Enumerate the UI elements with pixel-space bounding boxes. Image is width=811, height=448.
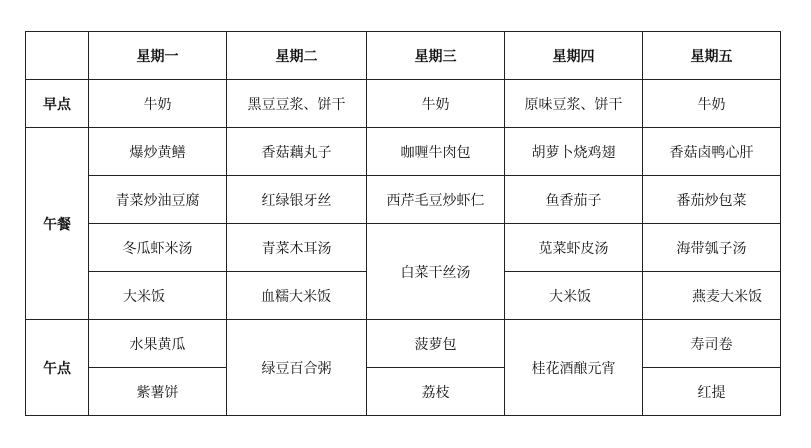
corner-cell [26,32,89,80]
breakfast-tue: 黑豆豆浆、饼干 [227,80,367,128]
breakfast-thu: 原味豆浆、饼干 [505,80,643,128]
lunch-tue-1: 香菇藕丸子 [227,128,367,176]
snack-fri-2: 红提 [643,368,781,416]
menu-table-container [25,31,781,416]
breakfast-mon: 牛奶 [89,80,227,128]
snack-row-1 [26,320,781,368]
day-header-wed: 星期三 [367,32,505,80]
snack-row-2 [26,368,781,416]
lunch-fri-1: 香菇卤鸭心肝 [643,128,781,176]
snack-wed-1: 菠萝包 [367,320,505,368]
lunch-wed-1: 咖喱牛肉包 [367,128,505,176]
snack-wed-2: 荔枝 [367,368,505,416]
lunch-thu-3: 苋菜虾皮汤 [505,224,643,272]
lunch-thu-1: 胡萝卜烧鸡翅 [505,128,643,176]
lunch-mon-3: 冬瓜虾米汤 [89,224,227,272]
snack-mon-2: 紫薯饼 [89,368,227,416]
lunch-thu-4: 大米饭 [505,272,643,320]
snack-fri-1: 寿司卷 [643,320,781,368]
weekly-menu-table [25,31,781,416]
breakfast-row [26,80,781,128]
header-row [26,32,781,80]
lunch-mon-4: 大米饭 [89,272,227,320]
breakfast-wed: 牛奶 [367,80,505,128]
lunch-mon-1: 爆炒黄鳝 [89,128,227,176]
lunch-fri-4: 燕麦大米饭 [643,272,781,320]
lunch-row-1 [26,128,781,176]
lunch-tue-3: 青菜木耳汤 [227,224,367,272]
breakfast-fri: 牛奶 [643,80,781,128]
meal-label-lunch: 午餐 [26,128,89,320]
snack-thu: 桂花酒酿元宵 [505,320,643,416]
day-header-mon: 星期一 [89,32,227,80]
lunch-mon-2: 青菜炒油豆腐 [89,176,227,224]
lunch-fri-3: 海带瓠子汤 [643,224,781,272]
meal-label-snack: 午点 [26,320,89,416]
lunch-tue-4: 血糯大米饭 [227,272,367,320]
lunch-fri-2: 番茄炒包菜 [643,176,781,224]
lunch-row-2 [26,176,781,224]
day-header-tue: 星期二 [227,32,367,80]
lunch-row-3 [26,224,781,272]
lunch-thu-2: 鱼香茄子 [505,176,643,224]
meal-label-breakfast: 早点 [26,80,89,128]
snack-mon-1: 水果黄瓜 [89,320,227,368]
snack-tue: 绿豆百合粥 [227,320,367,416]
lunch-tue-2: 红绿银牙丝 [227,176,367,224]
day-header-fri: 星期五 [643,32,781,80]
day-header-thu: 星期四 [505,32,643,80]
lunch-wed-3: 白菜干丝汤 [367,224,505,320]
lunch-wed-2: 西芹毛豆炒虾仁 [367,176,505,224]
